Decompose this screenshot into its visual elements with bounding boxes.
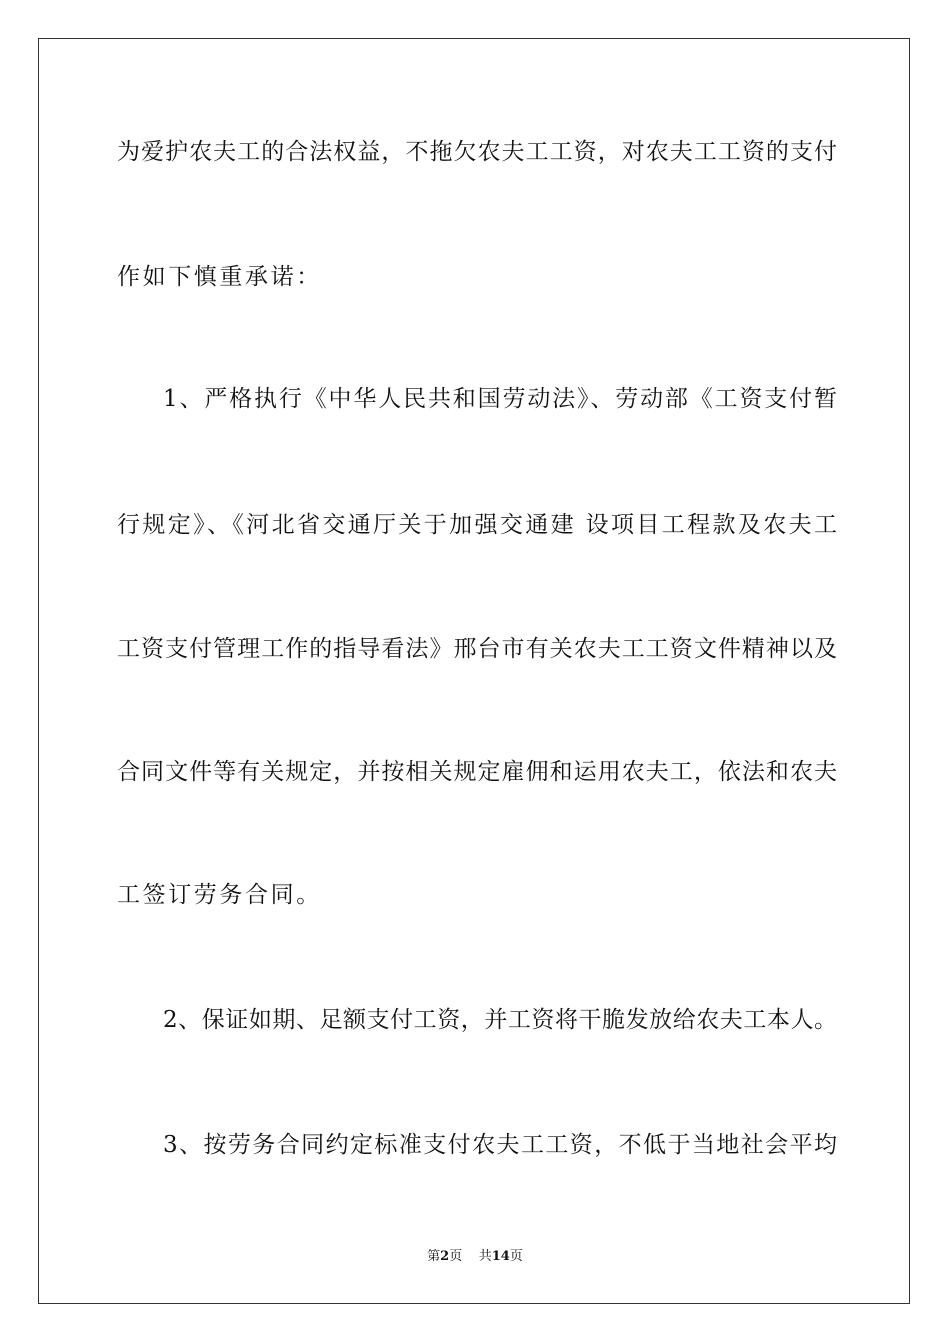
body-text-line: 工签订劳务合同。 [117, 882, 322, 908]
body-text-line: 工资支付管理工作的指导看法》邢台市有关农夫工工资文件精神以及 [117, 636, 837, 662]
total-pages: 14 [491, 1249, 510, 1264]
body-text-line: 作如下慎重承诺： [117, 264, 322, 290]
footer-total-suffix: 页 [509, 1249, 523, 1264]
body-text-line: 行规定》、《河北省交通厅关于加强交通建 设项目工程款及农夫工 [117, 512, 837, 538]
body-text-line: 为爱护农夫工的合法权益，不拖欠农夫工工资，对农夫工工资的支付 [117, 139, 837, 165]
footer-prefix: 第 [427, 1249, 441, 1264]
body-text-line: 2、保证如期、足额支付工资，并工资将干脆发放给农夫工本人。 [163, 1007, 837, 1033]
body-text-line: 3、按劳务合同约定标准支付农夫工工资，不低于当地社会平均 [163, 1132, 837, 1158]
page-footer [0, 1248, 950, 1266]
footer-page-suffix: 页 [449, 1249, 463, 1264]
page-border [38, 38, 910, 1304]
body-text-line: 合同文件等有关规定，并按相关规定雇佣和运用农夫工，依法和农夫 [117, 759, 837, 785]
footer-total-prefix: 共 [478, 1249, 492, 1264]
page-number: 2 [440, 1249, 450, 1264]
body-text-line: 1、严格执行《中华人民共和国劳动法》、劳动部《工资支付暂 [163, 386, 837, 412]
